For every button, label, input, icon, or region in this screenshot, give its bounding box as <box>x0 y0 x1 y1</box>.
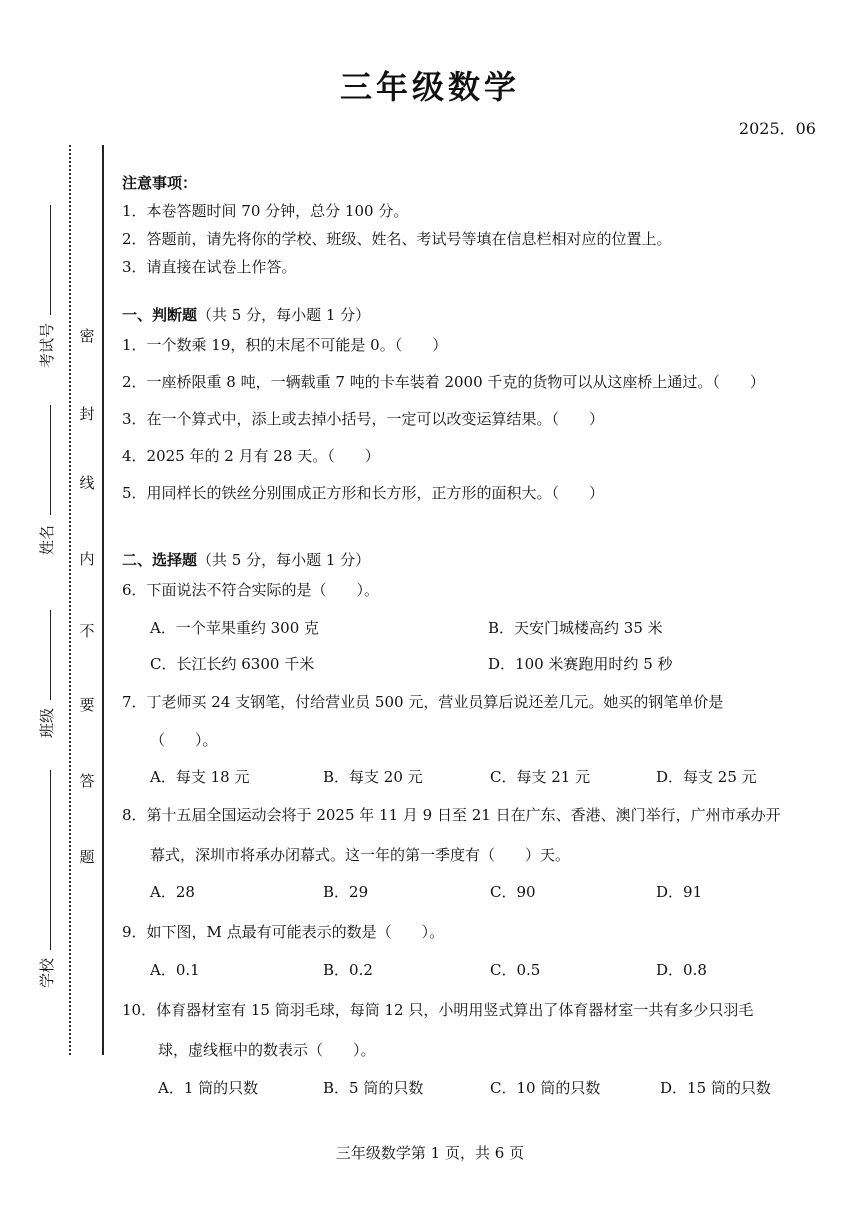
option: B．29 <box>323 883 369 901</box>
notes-heading: 注意事项： <box>122 174 198 192</box>
seal-char: 不 <box>79 622 95 640</box>
option: D．91 <box>656 883 703 901</box>
option: C．长江长约 6300 千米 <box>150 655 315 673</box>
option: C．每支 21 元 <box>490 768 591 786</box>
seal-char: 答 <box>79 772 95 790</box>
seal-char: 内 <box>79 550 95 568</box>
option: B．0.2 <box>323 961 373 979</box>
section-heading <box>122 305 370 325</box>
option: D．15 筒的只数 <box>660 1079 771 1097</box>
section-heading <box>122 550 370 570</box>
seal-char: 密 <box>79 327 95 345</box>
option: A．1 筒的只数 <box>158 1079 259 1097</box>
option: D．100 米赛跑用时约 5 秒 <box>488 655 673 673</box>
exam-number-label: 考试号 <box>38 322 56 368</box>
section-score: （共 5 分，每小题 1 分） <box>197 551 371 569</box>
option: A．28 <box>150 883 195 901</box>
option: C．90 <box>490 883 536 901</box>
section-score: （共 5 分，每小题 1 分） <box>197 306 371 324</box>
school-field[interactable] <box>50 770 51 950</box>
question-stem: 球，虚线框中的数表示（ ）。 <box>158 1041 376 1059</box>
name-label: 姓名 <box>38 524 56 555</box>
option: A．0.1 <box>150 961 200 979</box>
option: C．0.5 <box>490 961 541 979</box>
option: B．5 筒的只数 <box>323 1079 424 1097</box>
option: A．一个苹果重约 300 克 <box>150 619 319 637</box>
question: 5．用同样长的铁丝分别围成正方形和长方形，正方形的面积大。（ ） <box>122 484 605 502</box>
option: D．每支 25 元 <box>656 768 757 786</box>
question: 3．在一个算式中，添上或去掉小括号，一定可以改变运算结果。（ ） <box>122 410 605 428</box>
seal-char: 题 <box>79 848 95 866</box>
question: 1．一个数乘 19，积的末尾不可能是 0。（ ） <box>122 336 448 354</box>
question-stem: 10．体育器材室有 15 筒羽毛球，每筒 12 只，小明用竖式算出了体育器材室一共有多少只羽毛 <box>122 1001 754 1019</box>
section-title: 二、选择题 <box>122 551 198 569</box>
question-stem: 8．第十五届全国运动会将于 2025 年 11 月 9 日至 21 日在广东、香港、澳门举行，广州市承办开 <box>122 806 781 824</box>
exam-date: 2025．06 <box>738 119 816 138</box>
option: D．0.8 <box>656 961 707 979</box>
question-stem: 9．如下图，M 点最有可能表示的数是（ ）。 <box>122 923 445 941</box>
question: 2．一座桥限重 8 吨，一辆载重 7 吨的卡车装着 2000 千克的货物可以从这座桥上通过。（ ） <box>122 373 765 391</box>
dotted-seal-line <box>69 145 71 1055</box>
exam-number-field[interactable] <box>50 205 51 315</box>
question: 4．2025 年的 2 月有 28 天。（ ） <box>122 447 380 465</box>
question-stem: 幕式，深圳市将承办闭幕式。这一年的第一季度有（ ）天。 <box>150 846 571 864</box>
page-footer: 三年级数学第 1 页，共 6 页 <box>335 1144 525 1162</box>
question-stem: 7．丁老师买 24 支钢笔，付给营业员 500 元，营业员算后说还差几元。她买的钢笔单价是 <box>122 693 724 711</box>
note-item: 3．请直接在试卷上作答。 <box>122 258 297 276</box>
option: A．每支 18 元 <box>150 768 250 786</box>
option: B．每支 20 元 <box>323 768 423 786</box>
note-item: 2．答题前，请先将你的学校、班级、姓名、考试号等填在信息栏相对应的位置上。 <box>122 230 672 248</box>
question-stem: （ ）。 <box>150 731 218 749</box>
name-field[interactable] <box>50 405 51 515</box>
option: B．天安门城楼高约 35 米 <box>488 619 663 637</box>
seal-char: 线 <box>79 474 95 492</box>
page-title: 三年级数学 <box>339 68 520 106</box>
class-label: 班级 <box>38 707 56 738</box>
option: C．10 筒的只数 <box>490 1079 601 1097</box>
solid-border-line <box>102 145 104 1055</box>
seal-char: 封 <box>79 405 95 423</box>
note-item: 1．本卷答题时间 70 分钟，总分 100 分。 <box>122 202 409 220</box>
school-label: 学校 <box>38 957 56 988</box>
section-title: 一、判断题 <box>122 306 198 324</box>
seal-char: 要 <box>79 696 95 714</box>
class-field[interactable] <box>50 610 51 700</box>
question-stem: 6．下面说法不符合实际的是（ ）。 <box>122 581 380 599</box>
